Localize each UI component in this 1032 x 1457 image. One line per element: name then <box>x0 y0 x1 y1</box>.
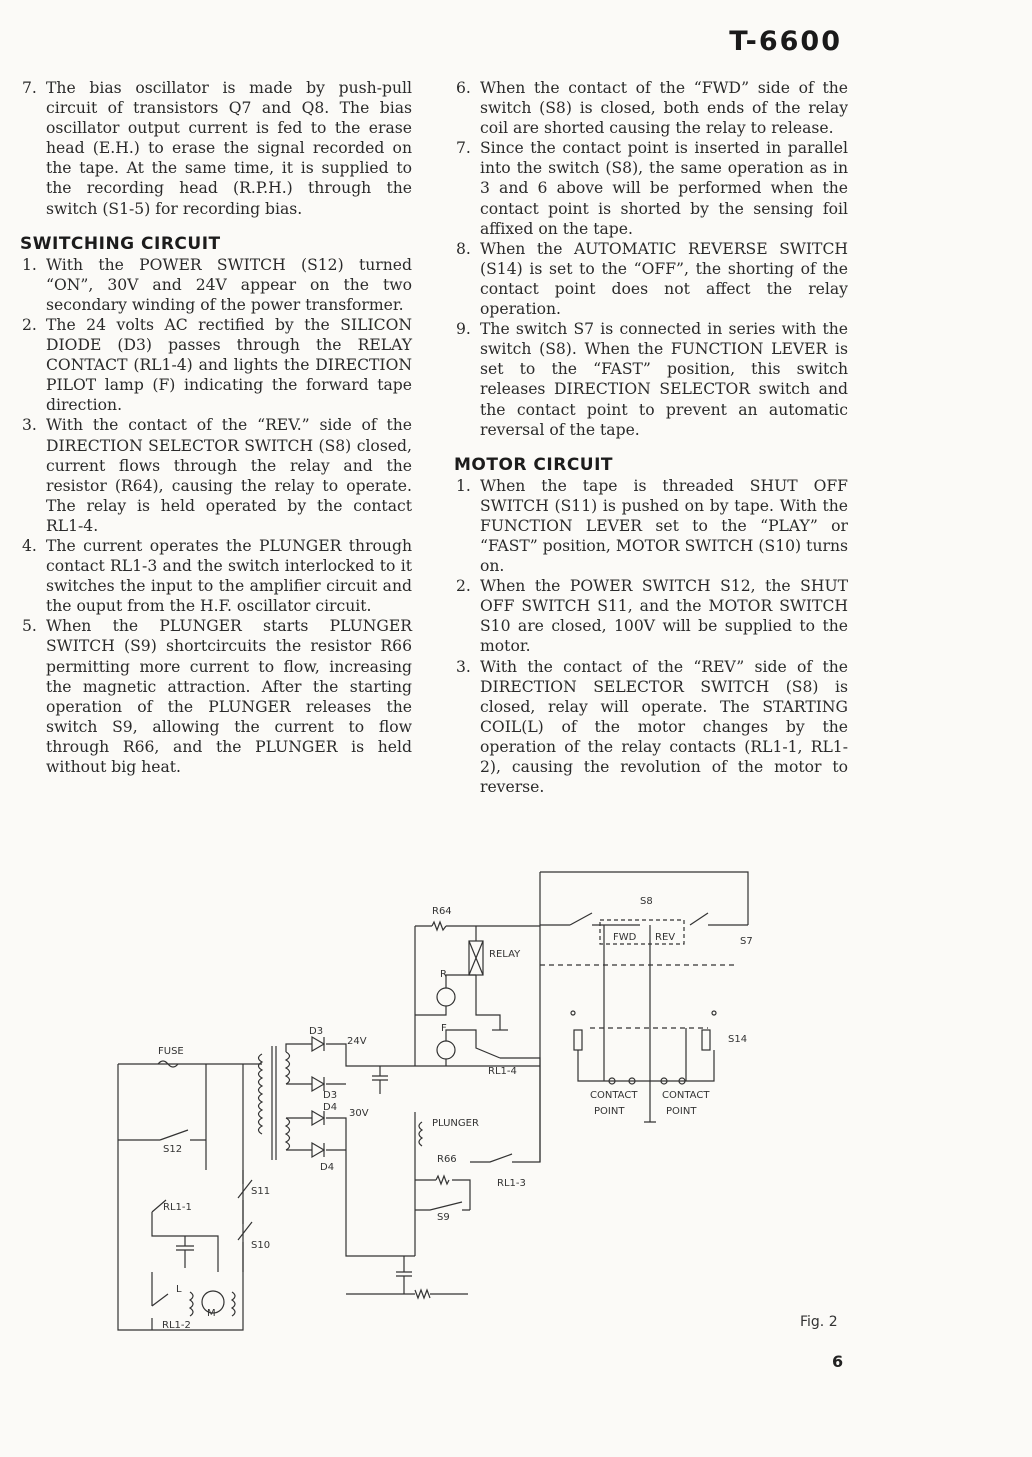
model-number: T-6600 <box>729 26 842 57</box>
list-number: 7. <box>22 79 37 97</box>
diagram-label-relay: RELAY <box>489 949 521 960</box>
diagram-label-contact1a: CONTACT <box>590 1090 638 1101</box>
list-number: 2. <box>456 577 471 596</box>
diagram-label-d3a: D3 <box>309 1026 324 1037</box>
list-number: 3. <box>456 657 471 676</box>
list-number: 9. <box>456 320 471 339</box>
list-text: The switch S7 is connected in series with the switch (S8). When the FUNCTION LEVER is set to the “FAST” position, this switch releases DIRECTION SELECTOR switch and the contact point to prevent an automatic reversal of the tape. <box>480 320 848 439</box>
list-number: 1. <box>22 255 37 274</box>
diagram-label-s12: S12 <box>163 1144 183 1155</box>
list-text: When the POWER SWITCH S12, the SHUT OFF SWITCH S11, and the MOTOR SWITCH S10 are closed, 100V will be supplied to the motor. <box>480 577 848 656</box>
list-text: With the contact of the “REV.” side of the DIRECTION SELECTOR SWITCH (S8) closed, current flows through the relay and the resistor (R64), causing the relay to operate. The relay is held operated by the contact RL1-4. <box>46 416 412 535</box>
diagram-label-s9: S9 <box>437 1212 450 1223</box>
motor-circuit-heading: MOTOR CIRCUIT <box>454 454 614 475</box>
diagram-label-contact2a: CONTACT <box>662 1090 710 1101</box>
diagram-label-r64: R64 <box>432 906 452 917</box>
diagram-label-s11: S11 <box>251 1186 271 1197</box>
list-number: 6. <box>456 79 471 97</box>
switching-circuit-heading: SWITCHING CIRCUIT <box>20 233 221 254</box>
diagram-label-l: L <box>176 1284 182 1295</box>
list-number: 8. <box>456 239 471 258</box>
diagram-label-d4b: D4 <box>320 1162 335 1173</box>
diagram-label-plunger: PLUNGER <box>432 1118 479 1129</box>
list-text: When the tape is threaded SHUT OFF SWITCH (S11) is pushed on by tape. With the FUNCTION LEVER set to the “PLAY” or “FAST” position, MOTOR SWITCH (S10) turns on. <box>480 476 848 576</box>
diagram-label-contact2b: POINT <box>666 1106 697 1117</box>
diagram-label-v24: 24V <box>347 1036 367 1047</box>
diagram-label-s7: S7 <box>740 936 753 947</box>
diagram-label-s8: S8 <box>640 896 653 907</box>
list-text: When the AUTOMATIC REVERSE SWITCH (S14) is set to the “OFF”, the shorting of the contact point does not affect the relay operation. <box>480 239 848 319</box>
list-number: 4. <box>22 536 37 555</box>
diagram-label-d4a: D4 <box>323 1102 338 1113</box>
diagram-label-s10: S10 <box>251 1240 271 1251</box>
diagram-label-r: R <box>440 969 447 980</box>
diagram-label-m: M <box>207 1308 216 1319</box>
diagram-label-v30: 30V <box>349 1108 369 1119</box>
list-text: With the POWER SWITCH (S12) turned “ON”, 30V and 24V appear on the two secondary winding of the power transformer. <box>46 255 412 314</box>
diagram-label-fuse: FUSE <box>158 1046 184 1057</box>
list-number: 3. <box>22 416 37 435</box>
figure-caption: Fig. 2 <box>800 1314 838 1330</box>
list-number: 2. <box>22 315 37 334</box>
list-number: 7. <box>456 139 471 158</box>
diagram-label-rl11: RL1-1 <box>163 1202 192 1213</box>
diagram-label-rl13: RL1-3 <box>497 1178 526 1189</box>
diagram-label-r66: R66 <box>437 1154 457 1165</box>
diagram-label-d3b: D3 <box>323 1090 338 1101</box>
diagram-label-rl14: RL1-4 <box>488 1066 517 1077</box>
list-number: 5. <box>22 617 37 636</box>
page-number: 6 <box>832 1352 844 1371</box>
diagram-label-rev: REV <box>655 932 676 943</box>
list-text: Since the contact point is inserted in parallel into the switch (S8), the same operation as in 3 and 6 above will be performed when the contact point is shorted by the sensing foil affixed on the tape. <box>480 139 848 238</box>
list-text: When the PLUNGER starts PLUNGER SWITCH (S9) shortcircuits the resistor R66 permitting more current to flow, increasing the magnetic attraction. After the starting operation of the PLUNGER releases the switch S9, allowing the current to flow through R66, and the PLUNGER is held without big heat. <box>46 617 412 776</box>
list-text: When the contact of the “FWD” side of the switch (S8) is closed, both ends of the relay coil are shorted causing the relay to release. <box>480 79 848 138</box>
diagram-label-s14: S14 <box>728 1034 748 1045</box>
diagram-label-contact1b: POINT <box>594 1106 625 1117</box>
list-text: With the contact of the “REV” side of the DIRECTION SELECTOR SWITCH (S8) is closed, relay will operate. The STARTING COIL(L) of the motor changes by the operation of the relay contacts (RL1-1, RL1-2), causing the revolution of the motor to reverse. <box>480 657 848 797</box>
diagram-label-fwd: FWD <box>613 932 637 943</box>
list-text: The 24 volts AC rectified by the SILICON DIODE (D3) passes through the RELAY CONTACT (RL1-4) and lights the DIRECTION PILOT lamp (F) indicating the forward tape direction. <box>46 315 412 415</box>
diagram-label-rl12: RL1-2 <box>162 1320 191 1331</box>
list-text: The bias oscillator is made by push-pull circuit of transistors Q7 and Q8. The bias oscillator output current is fed to the erase head (E.H.) to erase the signal recorded on the tape. At the same time, it is supplied to the recording head (R.P.H.) through the switch (S1-5) for recording bias. <box>46 79 412 218</box>
diagram-label-f: F <box>441 1023 447 1034</box>
list-number: 1. <box>456 476 471 495</box>
list-text: The current operates the PLUNGER through contact RL1-3 and the switch interlocked to it switches the input to the amplifier circuit and the ouput from the H.F. oscillator circuit. <box>46 536 412 616</box>
